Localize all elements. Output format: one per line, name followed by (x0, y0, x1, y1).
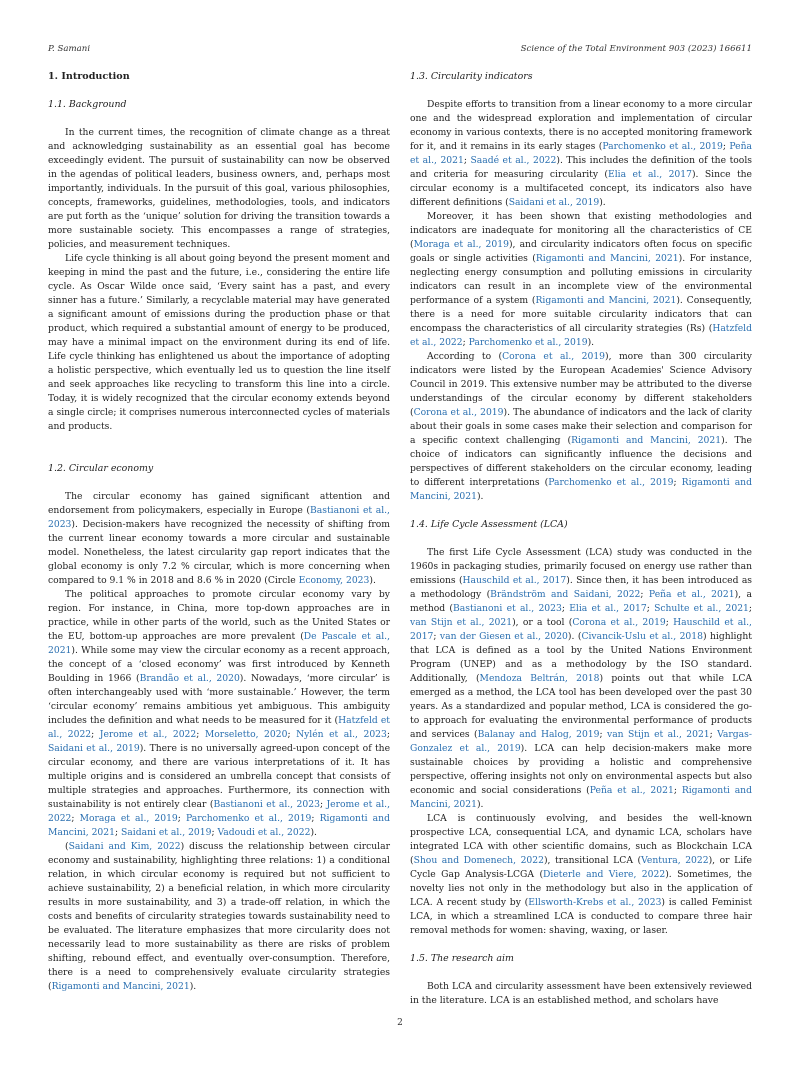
body-text: ( (65, 841, 69, 852)
citation-link[interactable]: Brandão et al., 2020 (139, 673, 240, 684)
citation-link[interactable]: Peña et al., 2021 (410, 141, 752, 166)
body-text: ; (319, 799, 327, 810)
citation-link[interactable]: Bastianoni et al., 2023 (453, 603, 562, 614)
body-text: ; (673, 477, 682, 488)
running-head (48, 44, 752, 58)
body-text: ; (287, 729, 297, 740)
body-text: LCA is continuously evolving, and besides the well-known prospective LCA, consequential LCA, and dynamic LCA, scholars have integrated LCA with other scientific domains, such as Blockchain LCA ( (410, 813, 752, 866)
citation-link[interactable]: Parchomenko et al., 2019 (468, 337, 588, 348)
citation-link[interactable]: Saidani and Kim, 2022 (68, 841, 181, 852)
citation-link[interactable]: Ellsworth-Krebs et al., 2023 (528, 897, 662, 908)
body-text: ; (71, 813, 80, 824)
paragraph-indicators-1 (410, 98, 752, 210)
body-text: ), or Life Cycle Gap Analysis-LCGA ( (410, 855, 752, 880)
running-head-author: P. Samani (48, 44, 91, 54)
body-text: ). Since the circular economy is a multifaceted concept, its indicators also have different definitions ( (410, 169, 752, 208)
citation-link[interactable]: Ventura, 2022 (641, 855, 709, 866)
paragraph-indicators-2 (410, 210, 752, 350)
subsection-heading-lca: 1.4. Life Cycle Assessment (LCA) (410, 519, 568, 530)
citation-link[interactable]: Moraga et al., 2019 (413, 239, 509, 250)
citation-link[interactable]: Elia et al., 2017 (569, 603, 647, 614)
body-text: ). (369, 575, 376, 586)
body-text: The circular economy has gained significant attention and endorsement from policymakers, especially in Europe ( (48, 491, 390, 516)
citation-link[interactable]: Economy, 2023 (298, 575, 370, 586)
citation-link[interactable]: Civancik-Uslu et al., 2018 (581, 631, 703, 642)
citation-link[interactable]: Vargas-Gonzalez et al., 2019 (410, 729, 752, 754)
left-column (48, 70, 390, 994)
running-head-journal: Science of the Total Environment 903 (2023) 166611 (520, 44, 752, 54)
body-text: ). (310, 827, 317, 838)
subsection-heading-circular-economy: 1.2. Circular economy (48, 463, 154, 474)
body-text: ; (462, 337, 469, 348)
paragraph-circular-economy-3 (48, 840, 390, 994)
subsection-heading-circularity-indicators: 1.3. Circularity indicators (410, 71, 533, 82)
citation-link[interactable]: van Stijn et al., 2021 (410, 617, 513, 628)
citation-link[interactable]: Saadé et al., 2022 (470, 155, 557, 166)
body-text: ). There is no universally agreed-upon concept of the circular economy, and there are various interpretations of it. It has multiple origins and is considered an umbrella concept that consists of multiple strategies and approaches. Furthermore, its connection with sustainability is not entirely clear ( (48, 743, 391, 810)
citation-link[interactable]: Rigamonti and Mancini, 2021 (571, 435, 722, 446)
body-text: ) points out that while LCA emerged as a method, the LCA tool has been developed over the past 30 years. As a standardized and popular method, LCA is considered the go-to approach for evaluating the environmental performance of products and services ( (410, 673, 752, 740)
paragraph-background-2 (48, 252, 390, 434)
citation-link[interactable]: van der Giesen et al., 2020 (439, 631, 568, 642)
citation-link[interactable]: Bastianoni et al., 2023 (213, 799, 320, 810)
citation-link[interactable]: Corona et al., 2019 (413, 407, 504, 418)
body-text: The political approaches to promote circular economy vary by region. For instance, in China, more top-down approaches are in practice, while in other parts of the world, such as the United States or the EU, bottom-up approaches are more prevalent ( (48, 589, 390, 642)
citation-link[interactable]: Hauschild et al., 2017 (410, 617, 752, 642)
citation-link[interactable]: Rigamonti and Mancini, 2021 (48, 813, 390, 838)
body-text: ; (646, 603, 655, 614)
paragraph-lca-1 (410, 546, 752, 812)
body-text: ; (748, 603, 753, 614)
citation-link[interactable]: Hauschild et al., 2017 (462, 575, 567, 586)
body-text: ), a method ( (410, 589, 752, 614)
citation-link[interactable]: Schulte et al., 2021 (654, 603, 749, 614)
body-text: ; (211, 827, 218, 838)
body-text: ) discuss the relationship between circular economy and sustainability, highlighting three relations: 1) a conditional relation, in which circular economy is required but not sufficient to achieve sustainability, 2) a beneficial relation, in which more circularity results in more sustainability, and 3) a trade-off relation, in which the costs and benefits of circularity strategies towards sustainability need to be evaluated. The literature emphasizes that more circularity does not necessarily lead to more sustainability as there are risks of problem shifting, rebound effect, and eventually over-consumption. Therefore, there is a need to comprehensively evaluate circularity strategies ( (48, 841, 390, 992)
paragraph-lca-2 (410, 812, 752, 938)
body-text: Despite efforts to transition from a linear economy to a more circular one and the widespread exploration and implementation of circular economy in various contexts, there is no accepted monitoring framework for it, and it remains in its early stages ( (410, 99, 752, 152)
citation-link[interactable]: Brändström and Saidani, 2022 (490, 589, 641, 600)
citation-link[interactable]: Parchomenko et al., 2019 (548, 477, 674, 488)
body-text: ; (665, 617, 674, 628)
citation-link[interactable]: Elia et al., 2017 (608, 169, 692, 180)
citation-link[interactable]: Saidani et al., 2019 (48, 743, 140, 754)
citation-link[interactable]: Nylén et al., 2023 (296, 729, 387, 740)
body-text: ). (476, 799, 484, 810)
body-text: ) highlight that LCA is defined as a tool by the United Nations Environment Program (UNEP) and as a methodology by the ISO standard. Additionally, ( (410, 631, 752, 684)
page-number: 2 (397, 1018, 403, 1028)
body-text: ), or a tool ( (512, 617, 573, 628)
body-text: ) is called Feminist LCA, in which a streamlined LCA is conducted to compare three hair removal methods for women: shaving, waxing, or laser. (410, 897, 753, 936)
body-text: ). Sometimes, the novelty lies not only in the methodology but also in the application of LCA. A recent study by ( (410, 869, 752, 908)
body-text: Life cycle thinking is all about going beyond the present moment and keeping in mind the past and the future, i.e., considering the entire life cycle. As Oscar Wilde once said, ‘Every saint has a past, and every sinner has a future.’ Similarly, a recyclable material may have generated a significant amount of emissions during the production phase or that product, which required a substantial amount of energy to be produced, may have a minimal impact on the environment during its end of life. Life cycle thinking has enlightened us about the importance of adopting a holistic perspective, which eventually led us to question the line itself and seek approaches like recycling to transform this line into a circle. Today, it is widely recognized that the circular economy extends beyond a single circle; it comprises numerous interconnected cycles of materials and products. (48, 253, 390, 432)
citation-link[interactable]: Jerome et al., 2022 (48, 799, 390, 824)
citation-link[interactable]: Peña et al., 2021 (648, 589, 735, 600)
paragraph-research-aim-1 (410, 980, 752, 1008)
body-text: ), more than 300 circularity indicators were listed by the European Academies' Science Advisory Council in 2019. This extensive number may be attributed to the diverse understandings of the circular economy by different stakeholders ( (410, 351, 752, 418)
citation-link[interactable]: Hatzfeld et al., 2022 (410, 323, 752, 348)
body-text: ; (673, 785, 682, 796)
body-text: ). The choice of indicators can significantly influence the decisions and perspectives of different stakeholders on the circular economy, leading to different interpretations ( (410, 435, 752, 488)
citation-link[interactable]: Parchomenko et al., 2019 (185, 813, 312, 824)
paragraph-indicators-3 (410, 350, 752, 504)
paragraph-circular-economy-2 (48, 588, 390, 840)
body-text: Both LCA and circularity assessment have been extensively reviewed in the literature. LCA is an established method, and scholars have (410, 981, 752, 1006)
paragraph-circular-economy-1 (48, 490, 390, 588)
subsection-heading-research-aim: 1.5. The research aim (410, 953, 514, 964)
body-text: ; (311, 813, 320, 824)
citation-link[interactable]: van Stijn et al., 2021 (607, 729, 710, 740)
body-text: ). (189, 981, 197, 992)
citation-link[interactable]: Jerome et al., 2022 (99, 729, 197, 740)
citation-link[interactable]: Moraga et al., 2019 (79, 813, 178, 824)
citation-link[interactable]: Hatzfeld et al., 2022 (48, 715, 391, 740)
citation-link[interactable]: Rigamonti and Mancini, 2021 (410, 477, 752, 502)
body-text: ; (599, 729, 607, 740)
body-text: ). (476, 491, 484, 502)
body-text: ). Since then, it has been introduced as a methodology ( (410, 575, 753, 600)
citation-link[interactable]: Peña et al., 2021 (589, 785, 674, 796)
citation-link[interactable]: Rigamonti and Mancini, 2021 (410, 785, 752, 810)
body-text: ). The abundance of indicators and the lack of clarity about their goals in some cases make their selection and comparison for a specific context challenging ( (410, 407, 752, 446)
body-text: ). This includes the definition of the tools and criteria for measuring circularity ( (410, 155, 752, 180)
paragraph-background-1 (48, 126, 390, 252)
body-text: ). Consequently, there is a need for more suitable circularity indicators that can encompass the characteristics of all circularity strategies (Rs) ( (410, 295, 752, 334)
body-text: ). ( (567, 631, 582, 642)
section-title-introduction: 1. Introduction (48, 71, 130, 82)
body-text: ; (177, 813, 186, 824)
citation-link[interactable]: Rigamonti and Mancini, 2021 (51, 981, 190, 992)
citation-link[interactable]: Corona et al., 2019 (572, 617, 666, 628)
body-text: ; (561, 603, 570, 614)
citation-link[interactable]: Saidani et al., 2019 (508, 197, 600, 208)
body-text: ; (709, 729, 718, 740)
citation-link[interactable]: Dieterle and Viere, 2022 (543, 869, 666, 880)
body-text: Moreover, it has been shown that existing methodologies and indicators are inadequate for monitoring all the characteristics of CE ( (410, 211, 752, 250)
citation-link[interactable]: Balanay and Halog, 2019 (477, 729, 600, 740)
citation-link[interactable]: Vadoudi et al., 2022 (217, 827, 311, 838)
citation-link[interactable]: Saidani et al., 2019 (121, 827, 212, 838)
body-text: ; (722, 141, 730, 152)
body-text: ; (386, 729, 390, 740)
citation-link[interactable]: Rigamonti and Mancini, 2021 (535, 295, 677, 306)
citation-link[interactable]: Morseletto, 2020 (204, 729, 288, 740)
body-text: ; (114, 827, 121, 838)
body-text: ). LCA can help decision-makers make more sustainable choices by providing a holistic and comprehensive perspective, offering insights not only on environmental aspects but also economic and social considerations ( (410, 743, 752, 796)
citation-link[interactable]: Corona et al., 2019 (502, 351, 606, 362)
body-text: ), and circularity indicators often focus on specific goals or single activities ( (410, 239, 752, 264)
body-text: ; (433, 631, 440, 642)
citation-link[interactable]: Parchomenko et al., 2019 (602, 141, 723, 152)
body-text: In the current times, the recognition of climate change as a threat and acknowledging sustainability as an essential goal has become exceedingly evident. The pursuit of sustainability can now be observed in the agendas of political leaders, business owners, and, perhaps most importantly, individuals. In the pursuit of this goal, various philosophies, concepts, frameworks, guidelines, methodologies, tools, and indicators are put forth as the ‘unique’ solution for driving the transition towards a more sustainable society. This encompasses a range of strategies, policies, and measurement techniques. (48, 127, 390, 250)
citation-link[interactable]: De Pascale et al., 2021 (48, 631, 390, 656)
body-text: ). (599, 197, 606, 208)
body-text: ; (463, 155, 471, 166)
body-text: ). Nowadays, ‘more circular’ is often interchangeably used with ‘more sustainable.’ However, the term ‘circular economy’ remains ambitious yet ambiguous. This ambiguity includes the definition and what needs to be measured for it ( (48, 673, 390, 726)
citation-link[interactable]: Bastianoni et al., 2023 (48, 505, 390, 530)
body-text: According to ( (427, 351, 503, 362)
body-text: ; (196, 729, 205, 740)
right-column (410, 70, 752, 1008)
body-text: ). For instance, neglecting energy consumption and polluting emissions in circularity indicators can result in an incomplete view of the environmental performance of a system ( (410, 253, 752, 306)
citation-link[interactable]: Mendoza Beltrán, 2018 (479, 673, 600, 684)
body-text: ; (640, 589, 649, 600)
body-text: ; (91, 729, 100, 740)
body-text: ). Decision-makers have recognized the necessity of shifting from the current linear economy towards a more circular and sustainable model. Nonetheless, the latest circularity gap report indicates that the global economy is only 7.2 % circular, which is more concerning when compared to 9.1 % in 2018 and 8.6 % in 2020 (Circle (48, 519, 390, 586)
body-text: ), transitional LCA ( (543, 855, 642, 866)
body-text: ). While some may view the circular economy as a recent approach, the concept of a ‘closed economy’ was first introduced by Kenneth Boulding in 1966 ( (48, 645, 390, 684)
body-text: The first Life Cycle Assessment (LCA) study was conducted in the 1960s in packaging studies, primarily focused on energy use rather than emissions ( (410, 547, 752, 586)
citation-link[interactable]: Rigamonti and Mancini, 2021 (535, 253, 679, 264)
citation-link[interactable]: Shou and Domenech, 2022 (413, 855, 544, 866)
subsection-heading-background: 1.1. Background (48, 99, 127, 110)
body-text: ). (587, 337, 595, 348)
